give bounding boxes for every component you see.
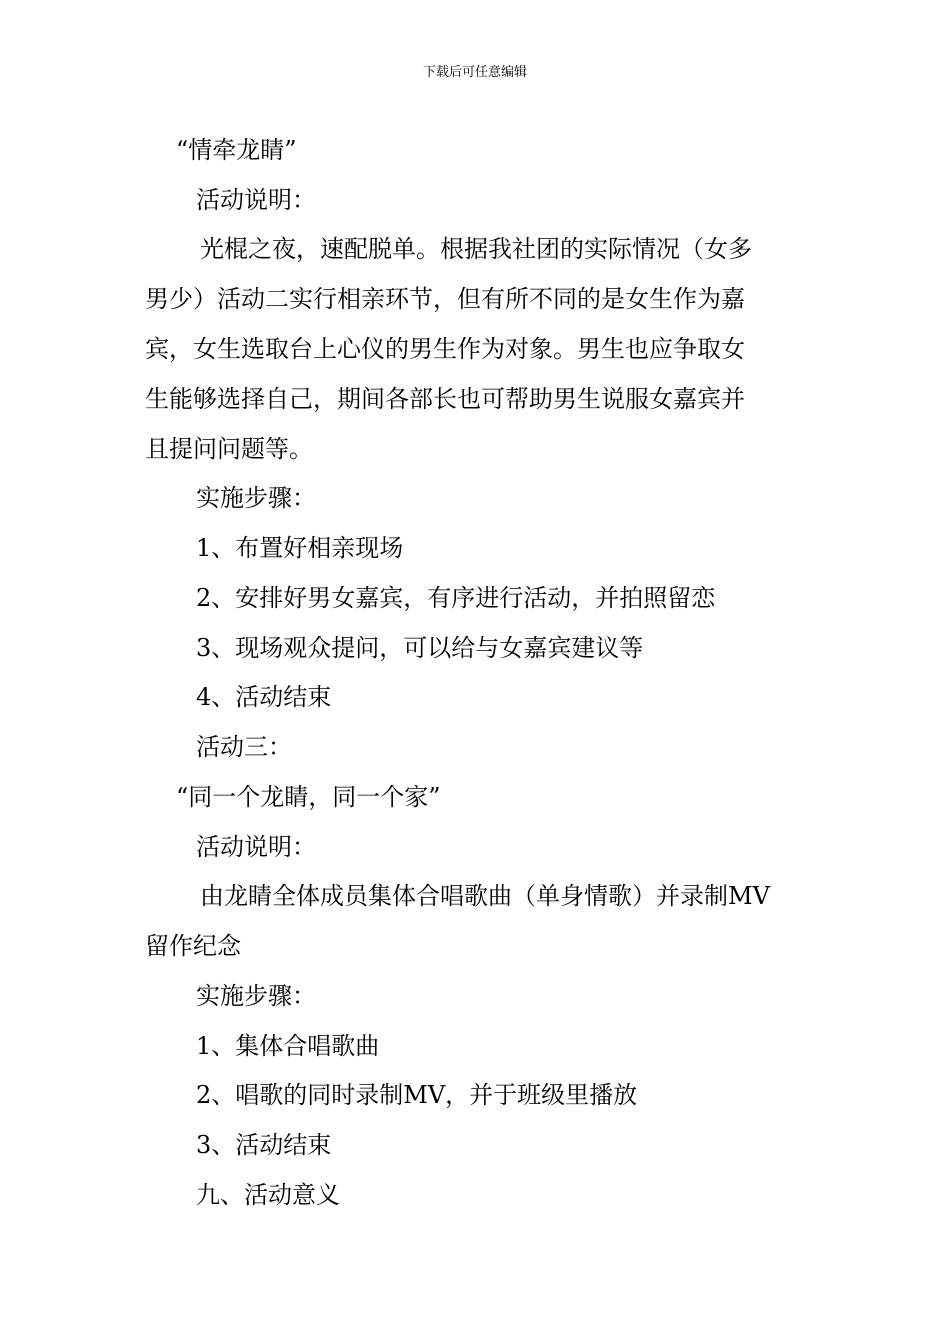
heading-implementation-steps: 实施步骤： [196, 484, 316, 512]
page-header: 下载后可任意编辑 [422, 65, 527, 80]
paragraph-line: 光棍之夜，速配脱单。根据我社团的实际情况（女多 [200, 235, 752, 263]
paragraph-line: 宾，女生选取台上心仪的男生作为对象。男生也应争取女 [145, 335, 745, 363]
paragraph-line: 生能够选择自己，期间各部长也可帮助男生说服女嘉宾并 [145, 385, 745, 413]
heading-activity-significance: 九、活动意义 [196, 1181, 340, 1209]
step-item: 1、布置好相亲现场 [196, 534, 404, 562]
paragraph-line: 且提问问题等。 [145, 435, 313, 463]
step-item: 3、现场观众提问，可以给与女嘉宾建议等 [196, 634, 644, 662]
step-item: 2、唱歌的同时录制MV，并于班级里播放 [196, 1081, 638, 1109]
paragraph-line: 留作纪念 [145, 932, 241, 960]
step-item: 2、安排好男女嘉宾，有序进行活动，并拍照留恋 [196, 584, 716, 612]
heading-activity-three: 活动三： [196, 733, 292, 761]
step-item: 3、活动结束 [196, 1131, 332, 1159]
step-item: 4、活动结束 [196, 683, 332, 711]
section-title-activity-three: “同一个龙睛，同一个家” [176, 783, 441, 811]
section-title-activity-two: “情牵龙睛” [176, 136, 297, 164]
paragraph-line: 由龙睛全体成员集体合唱歌曲（单身情歌）并录制MV [200, 882, 770, 910]
paragraph-line: 男少）活动二实行相亲环节，但有所不同的是女生作为嘉 [145, 285, 745, 313]
step-item: 1、集体合唱歌曲 [196, 1032, 380, 1060]
heading-activity-description: 活动说明： [196, 833, 316, 861]
heading-activity-description: 活动说明： [196, 186, 316, 214]
heading-implementation-steps: 实施步骤： [196, 982, 316, 1010]
